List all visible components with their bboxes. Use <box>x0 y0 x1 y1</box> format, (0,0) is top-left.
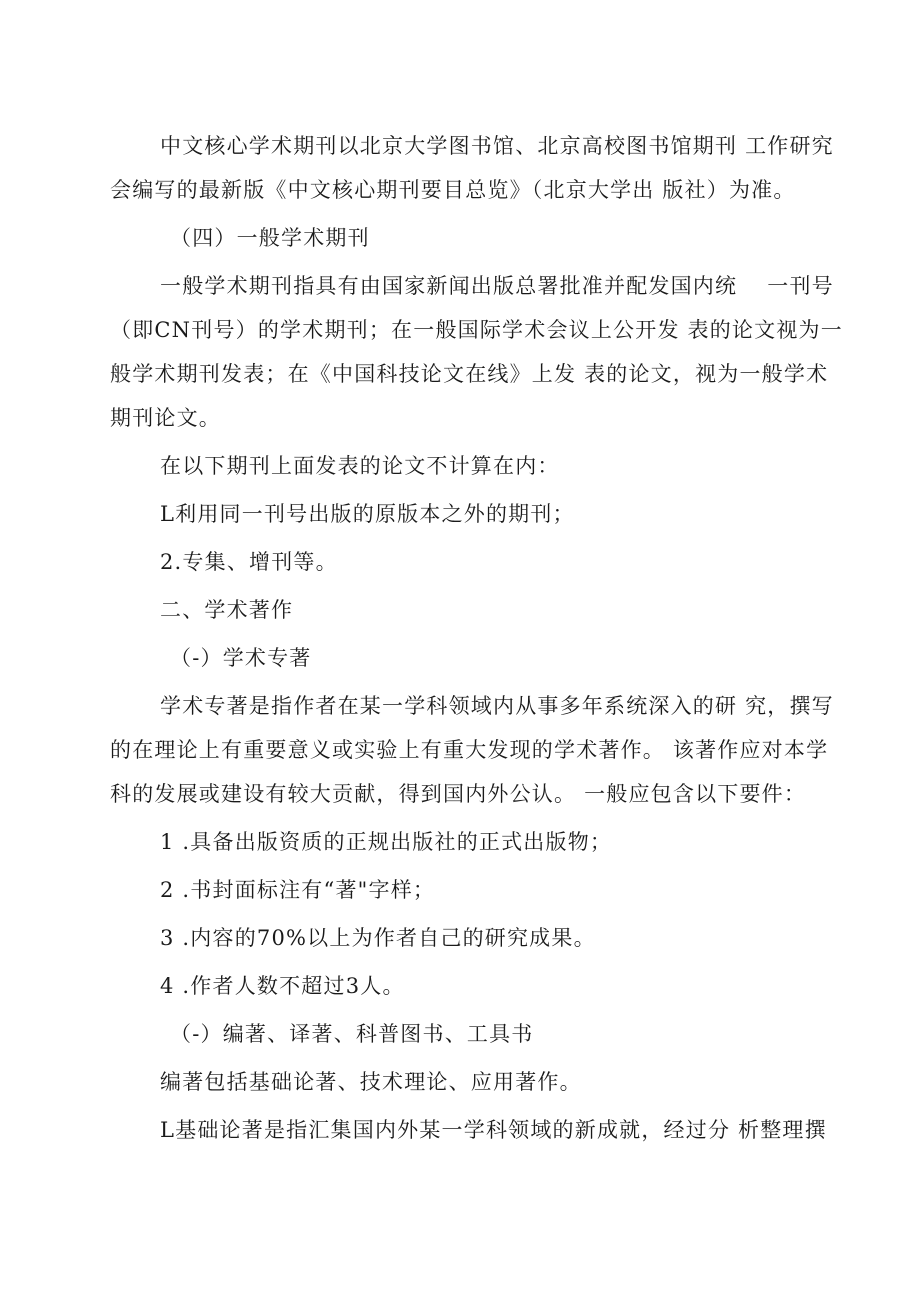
paragraph-line: 的在理论上有重要意义或实验上有重大发现的学术著作。 该著作应对本学 <box>110 738 829 762</box>
paragraph-line: 一般学术期刊指具有由国家新闻出版总署批准并配发国内统 一刊号 <box>160 274 834 298</box>
list-item: 3 .内容的70%以上为作者自己的研究成果。 <box>160 926 596 950</box>
paragraph-line: 期刊论文。 <box>110 406 221 430</box>
section-heading: 二、学术著作 <box>160 598 294 622</box>
paragraph-line: 中文核心学术期刊以北京大学图书馆、北京高校图书馆期刊 工作研究 <box>160 134 834 158</box>
list-item: 4 .作者人数不超过3人。 <box>160 974 405 998</box>
list-item: 2.专集、增刊等。 <box>160 550 338 574</box>
paragraph-line: L基础论著是指汇集国内外某一学科领域的新成就，经过分 析整理撰 <box>160 1118 827 1142</box>
paragraph-line: （即CN刊号）的学术期刊；在一般国际学术会议上公开发 表的论文视为一 <box>110 318 843 342</box>
paragraph-line: 会编写的最新版《中文核心期刊要目总览》（北京大学出 版社）为准。 <box>110 178 796 202</box>
paragraph-line: 编著包括基础论著、技术理论、应用著作。 <box>160 1070 582 1094</box>
paragraph-line: 在以下期刊上面发表的论文不计算在内： <box>160 454 560 478</box>
paragraph-line: 学术专著是指作者在某一学科领域内从事多年系统深入的研 究，撰写 <box>160 694 834 718</box>
paragraph-line: 般学术期刊发表；在《中国科技论文在线》上发 表的论文，视为一般学术 <box>110 362 829 386</box>
paragraph-line: 科的发展或建设有较大贡献，得到国内外公认。 一般应包含以下要件： <box>110 782 807 806</box>
list-item: 1 .具备出版资质的正规出版社的正式出版物； <box>160 830 613 854</box>
document-body <box>110 124 843 1152</box>
section-heading: （-）编著、译著、科普图书、工具书 <box>170 1022 534 1046</box>
list-item: 2 .书封面标注有“著"字样； <box>160 878 436 902</box>
list-item: L利用同一刊号出版的原版本之外的期刊； <box>160 502 575 526</box>
section-heading: （-）学术专著 <box>170 646 312 670</box>
section-heading: （四）一般学术期刊 <box>170 226 370 250</box>
